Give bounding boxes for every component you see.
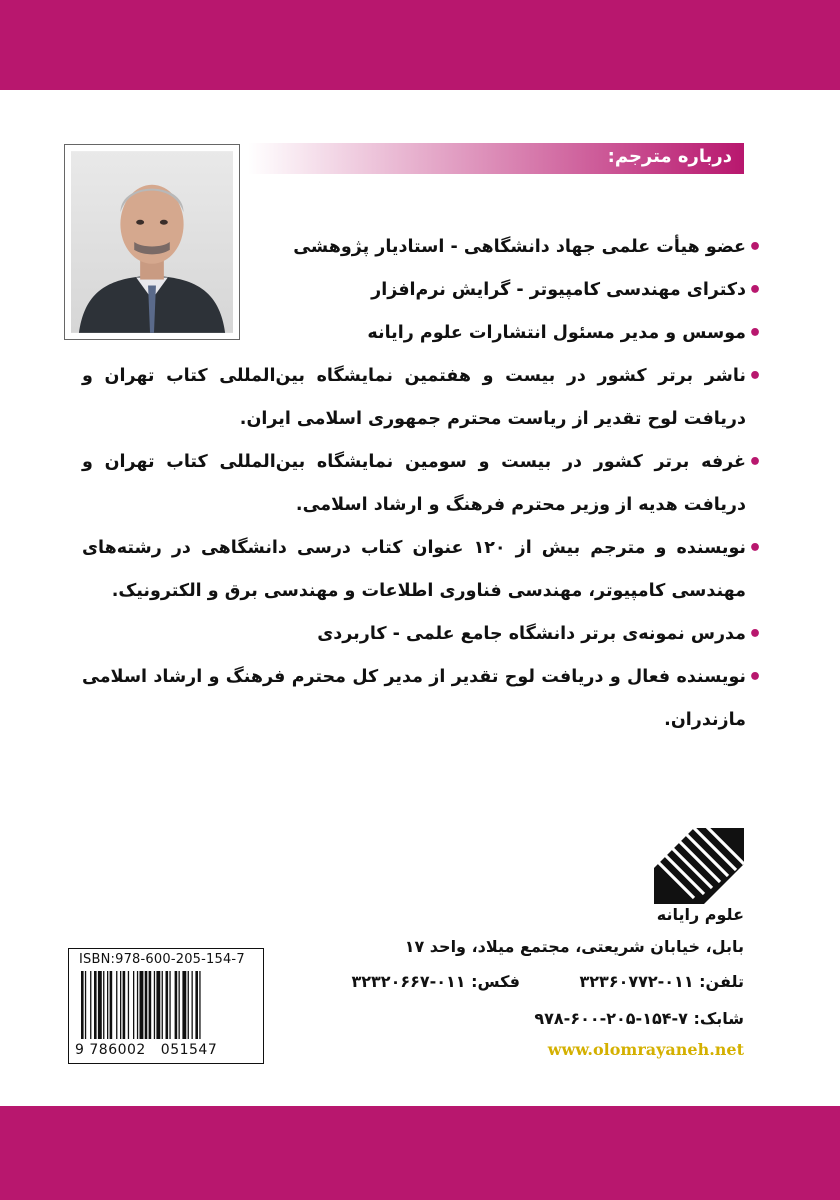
barcode-box [68,948,264,1064]
bio-item: • نویسنده فعال و دریافت لوح تقدیر از مدیر کل محترم فرهنگ و ارشاد اسلامی مازندران. [82,656,762,742]
bio-item: • مدرس نمونه‌ی برتر دانشگاه جامع علمی - کاربردی [82,613,762,656]
bio-item: • موسس و مدیر مسئول انتشارات علوم رایانه [82,312,762,355]
publisher-website: www.olomrayaneh.net [547,1040,744,1059]
bio-item: • ناشر برتر کشور در بیست و هفتمین نمایشگاه بین‌المللی کتاب تهران و دریافت لوح تقدیر از ریاست محترم جمهوری اسلامی ایران. [82,355,762,441]
barcode-digit-group1: 786002 [89,1042,146,1058]
barcode-digit-group2: 051547 [160,1042,218,1058]
publisher-address: بابل، خیابان شریعتی، مجتمع میلاد، واحد ۱۷ [404,937,744,956]
barcode-digits [75,1042,217,1058]
translator-heading-bar [248,143,744,174]
publisher-name: علوم رایانه [656,905,744,924]
barcode-digit-first: 9 [75,1042,85,1058]
isbn-persian: شابک: ۷-۱۵۴-۲۰۵-۶۰۰-۹۷۸ [534,1009,744,1028]
bottom-band [0,1106,840,1200]
top-band [0,0,840,90]
translator-heading: درباره مترجم: [607,146,732,167]
bio-item: • غرفه برتر کشور در بیست و سومین نمایشگاه بین‌المللی کتاب تهران و دریافت هدیه از وزیر محترم فرهنگ و ارشاد اسلامی. [82,441,762,527]
barcode-isbn-label: ISBN:978-600-205-154-7 [79,952,245,967]
publisher-contact [352,972,745,991]
bio-item: • دکترای مهندسی کامپیوتر - گرایش نرم‌افزار [82,269,762,312]
translator-bio-list [82,226,762,742]
publisher-logo [654,828,744,904]
fax-number: فکس: ۰۱۱-۳۲۳۲۰۶۶۷ [351,972,520,991]
barcode-bars [79,971,255,1041]
bio-item: • عضو هیأت علمی جهاد دانشگاهی - استادیار پژوهشی [82,226,762,269]
phone-number: تلفن: ۰۱۱-۳۲۳۶۰۷۷۲ [579,972,744,991]
bio-item: • نویسنده و مترجم بیش از ۱۲۰ عنوان کتاب درسی دانشگاهی در رشته‌های مهندسی کامپیوتر، مهندسی فناوری اطلاعات و مهندسی برق و الکترونیک. [82,527,762,613]
